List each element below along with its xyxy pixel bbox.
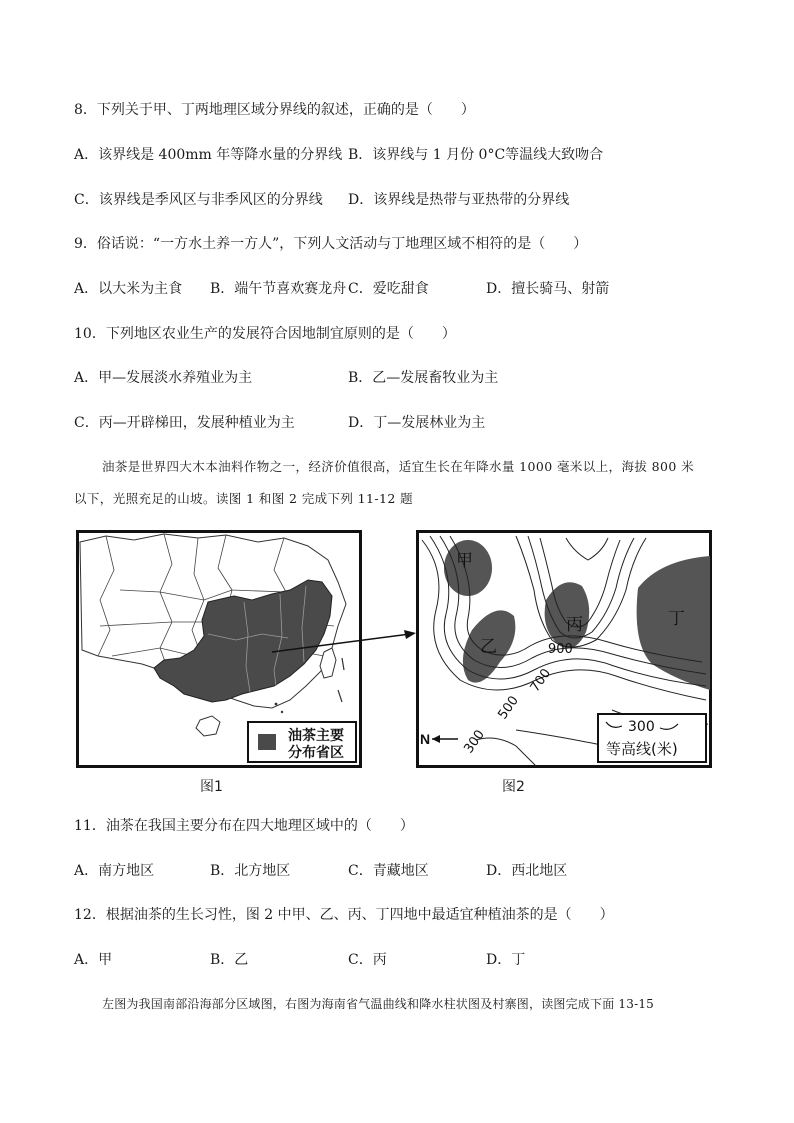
contour-label-500: 500 (495, 693, 522, 723)
label-yi: 乙 (480, 637, 497, 657)
north-label: N (420, 731, 431, 747)
question-11-option-a: A．南方地区 (74, 863, 155, 879)
intro-paragraph-line-2: 以下，光照充足的山坡。读图 1 和图 2 完成下列 11-12 题 (74, 491, 413, 506)
figure-1-caption: 图1 (200, 779, 223, 795)
contour-label-700: 700 (527, 666, 555, 696)
question-12-option-c: C．丙 (348, 952, 387, 968)
island-dot (281, 711, 283, 713)
figure-2-caption: 图2 (502, 779, 525, 795)
figure-2-contour-map (416, 530, 712, 768)
question-10-option-d: D．丁—发展林业为主 (348, 415, 486, 431)
island-dot (275, 703, 278, 706)
legend-contour-text: 等高线(米) (606, 740, 678, 758)
question-12-option-d: D．丁 (486, 952, 526, 968)
question-9-option-a: A．以大米为主食 (74, 281, 183, 297)
question-12-option-b: B．乙 (210, 952, 249, 968)
question-8-option-d: D．该界线是热带与亚热带的分界线 (348, 192, 570, 208)
connector-arrow (270, 626, 420, 656)
question-8-stem: 8．下列关于甲、丁两地理区域分界线的叙述，正确的是（ ） (74, 102, 475, 118)
question-8-option-b: B．该界线与 1 月份 0°C等温线大致吻合 (348, 147, 604, 163)
legend-contour-value: 300 (628, 719, 655, 735)
question-9-option-d: D．擅长骑马、射箭 (486, 281, 610, 297)
question-9-stem: 9．俗话说：“一方水土养一方人”，下列人文活动与丁地理区域不相符的是（ ） (74, 236, 588, 252)
contour-map-svg (416, 530, 712, 768)
label-jia: 甲 (456, 551, 473, 571)
question-9-option-b: B．端午节喜欢赛龙舟 (210, 281, 347, 297)
legend-label-line-2: 分布省区 (288, 744, 344, 760)
question-10-option-b: B．乙—发展畜牧业为主 (348, 370, 499, 386)
question-10-option-a: A．甲—发展淡水养殖业为主 (74, 370, 253, 386)
intro-paragraph-2: 左图为我国南部沿海部分区域图，右图为海南省气温曲线和降水柱状图及村寨图，读图完成下面 13-15 (102, 997, 655, 1011)
question-11-option-d: D．西北地区 (486, 863, 568, 879)
question-12-option-a: A．甲 (74, 952, 113, 968)
question-8-option-c: C．该界线是季风区与非季风区的分界线 (74, 192, 323, 208)
contour-label-300: 300 (461, 727, 488, 757)
label-bing: 丙 (566, 615, 583, 635)
legend-swatch (258, 734, 276, 750)
question-10-stem: 10．下列地区农业生产的发展符合因地制宜原则的是（ ） (74, 326, 456, 342)
question-11-option-b: B．北方地区 (210, 863, 291, 879)
legend-label-line-1: 油茶主要 (288, 727, 344, 743)
question-12-stem: 12．根据油茶的生长习性，图 2 中甲、乙、丙、丁四地中最适宜种植油茶的是（ ） (74, 907, 614, 923)
question-9-option-c: C．爱吃甜食 (348, 281, 429, 297)
question-11-option-c: C．青藏地区 (348, 863, 429, 879)
question-10-option-c: C．丙—开辟梯田，发展种植业为主 (74, 415, 295, 431)
contour-label-900: 900 (548, 642, 573, 657)
question-8-option-a: A．该界线是 400mm 年等降水量的分界线 (74, 147, 343, 163)
label-ding: 丁 (668, 609, 685, 629)
intro-paragraph-line-1: 油茶是世界四大木本油料作物之一，经济价值很高，适宜生长在年降水量 1000 毫米以上，海拔 800 米 (102, 459, 694, 474)
question-11-stem: 11．油茶在我国主要分布在四大地理区域中的（ ） (74, 818, 414, 834)
